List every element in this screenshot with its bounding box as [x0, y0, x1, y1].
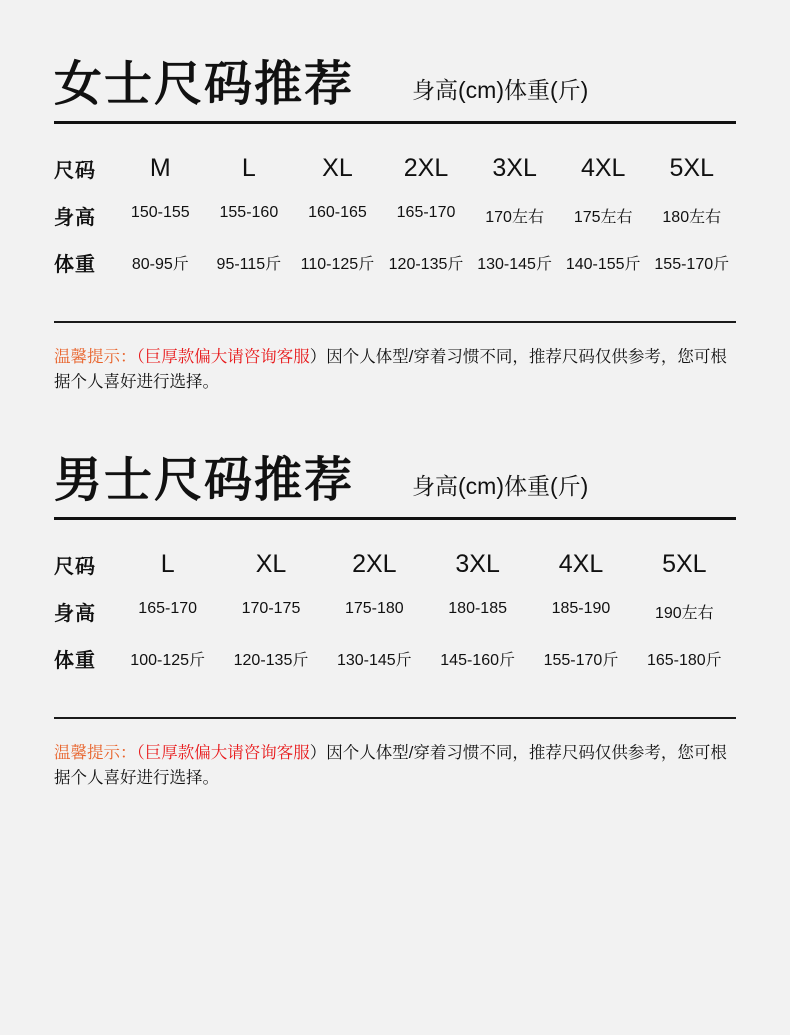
- women-tip-prefix: 温馨提示：: [54, 347, 137, 366]
- table-cell: 150-155: [130, 203, 190, 221]
- table-cell: 160-165: [308, 203, 367, 221]
- women-weight-row-label: 体重: [54, 253, 96, 276]
- table-cell: M: [149, 153, 171, 182]
- table-cell: 155-170斤: [654, 255, 730, 273]
- table-cell: 80-95斤: [131, 255, 189, 273]
- table-cell: 5XL: [669, 153, 714, 182]
- table-cell: 130-145斤: [477, 255, 552, 273]
- women-header: [0, 58, 790, 117]
- table-cell: L: [160, 549, 175, 578]
- table-cell: 180-185: [448, 599, 507, 617]
- men-size-row: [54, 550, 736, 579]
- table-cell: XL: [255, 549, 287, 578]
- men-tip-divider: [54, 717, 736, 719]
- table-cell: L: [241, 153, 256, 182]
- women-table-bottom-spacer: [0, 277, 790, 317]
- table-cell: 185-190: [551, 599, 611, 617]
- women-size-cells: [116, 154, 736, 183]
- men-size-row-label: 尺码: [54, 555, 96, 578]
- table-cell: 130-145斤: [336, 651, 412, 669]
- men-title: 男士尺码推荐: [54, 451, 355, 508]
- men-tip-bracket-open: （: [136, 743, 145, 762]
- women-height-row-label: 身高: [54, 206, 96, 229]
- table-cell: 2XL: [352, 549, 397, 578]
- men-tip-prefix: 温馨提示：: [54, 743, 137, 762]
- men-weight-row: [54, 644, 736, 673]
- table-cell: 165-170: [138, 599, 198, 617]
- women-tip-bracket-open: （: [136, 347, 145, 366]
- table-cell: 100-125斤: [130, 651, 206, 669]
- table-cell: 170左右: [485, 208, 544, 226]
- men-header: [0, 451, 790, 513]
- table-cell: 4XL: [558, 549, 604, 578]
- table-cell: 190左右: [654, 604, 714, 622]
- section-gap: [0, 396, 790, 454]
- men-tip-body: 因个人体型/穿着习惯不同，推荐尺码仅供参考，您可根据个人喜好进行选择。: [54, 743, 727, 788]
- table-cell: 165-180斤: [646, 651, 722, 669]
- table-cell: 4XL: [580, 153, 626, 182]
- table-cell: 165-170: [396, 203, 456, 221]
- women-weight-cells: [116, 251, 736, 274]
- men-size-cells: [116, 550, 736, 579]
- men-subtitle: 身高(cm)体重(斤): [412, 472, 589, 499]
- men-height-row: [54, 597, 736, 626]
- table-cell: 95-115斤: [216, 255, 282, 273]
- table-cell: 180左右: [662, 208, 722, 226]
- women-tip-bracket-close: ）: [309, 347, 327, 366]
- men-weight-cells: [116, 647, 736, 670]
- table-cell: 3XL: [492, 153, 537, 182]
- men-table-bottom-spacer: [0, 673, 790, 713]
- women-header-divider: [54, 121, 736, 124]
- table-cell: 155-160: [219, 203, 279, 221]
- table-cell: 3XL: [455, 549, 500, 578]
- men-header-divider: [54, 517, 736, 520]
- table-cell: 175左右: [573, 208, 633, 226]
- women-size-row: [54, 154, 736, 183]
- table-cell: 170-175: [241, 599, 301, 617]
- women-height-cells: [116, 204, 736, 227]
- women-size-table: [0, 154, 790, 277]
- men-tip: [0, 741, 790, 792]
- men-tip-highlight: 巨厚款偏大请咨询客服: [144, 743, 310, 762]
- table-cell: 155-170斤: [543, 651, 619, 669]
- table-cell: 145-160斤: [440, 651, 516, 669]
- men-tip-bracket-close: ）: [309, 743, 327, 762]
- table-cell: 140-155斤: [565, 255, 641, 273]
- women-tip: [0, 345, 790, 396]
- men-height-cells: [116, 600, 736, 623]
- women-weight-row: [54, 248, 736, 277]
- men-height-row-label: 身高: [54, 602, 96, 625]
- women-subtitle: 身高(cm)体重(斤): [412, 77, 589, 103]
- table-cell: 5XL: [662, 549, 707, 578]
- table-cell: 120-135斤: [388, 255, 464, 273]
- table-cell: 175-180: [344, 599, 404, 617]
- table-cell: 2XL: [403, 153, 449, 182]
- women-size-row-label: 尺码: [54, 159, 96, 182]
- women-tip-divider: [54, 321, 736, 323]
- table-cell: 110-125斤: [300, 255, 375, 273]
- men-size-table: [0, 550, 790, 673]
- women-tip-body: 因个人体型/穿着习惯不同，推荐尺码仅供参考，您可根据个人喜好进行选择。: [54, 347, 727, 392]
- top-spacer: [0, 0, 790, 58]
- men-weight-row-label: 体重: [54, 649, 96, 672]
- women-title: 女士尺码推荐: [54, 56, 355, 112]
- women-tip-highlight: 巨厚款偏大请咨询客服: [144, 347, 310, 366]
- table-cell: 120-135斤: [233, 651, 309, 669]
- women-height-row: [54, 201, 736, 230]
- table-cell: XL: [322, 153, 353, 182]
